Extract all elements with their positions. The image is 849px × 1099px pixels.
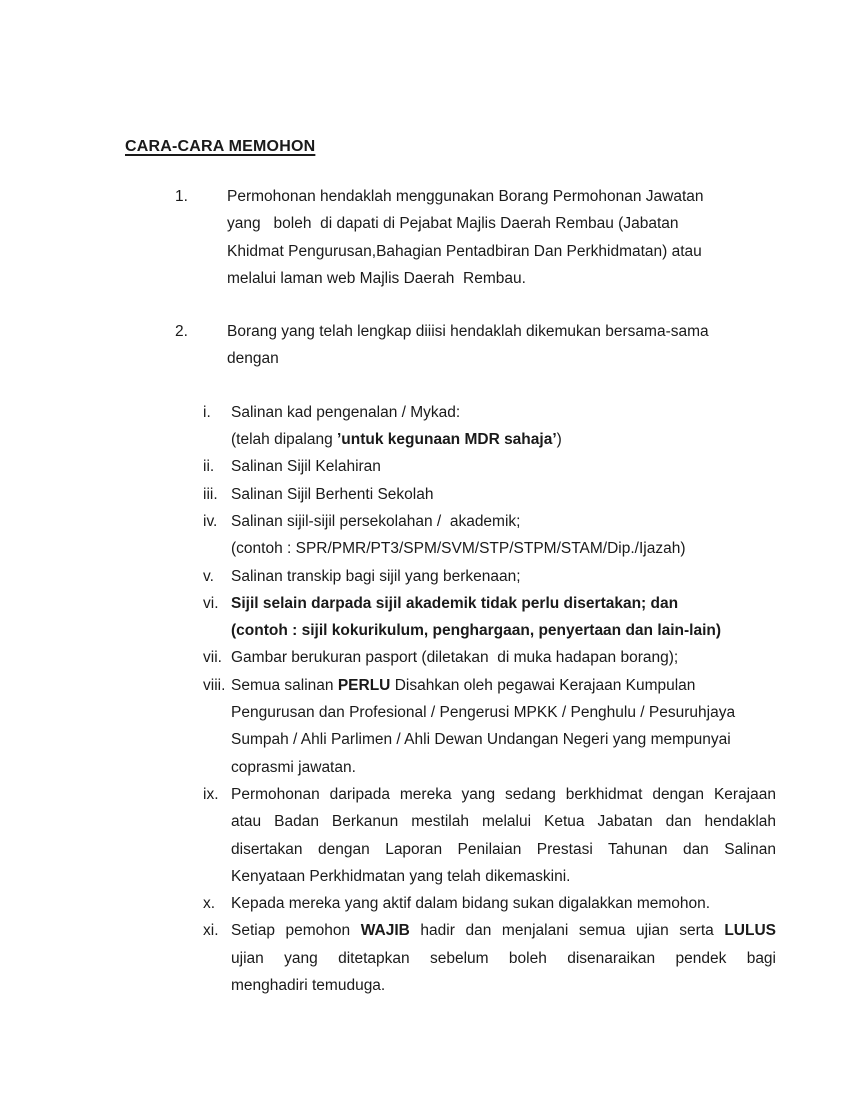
text-line bbox=[231, 563, 776, 590]
sub-list-item-text bbox=[231, 890, 776, 917]
list-item-text bbox=[227, 183, 742, 292]
text-segment: Salinan transkip bagi sijil yang berkenaan; bbox=[231, 567, 521, 585]
text-line bbox=[231, 781, 776, 808]
sub-list-item bbox=[203, 563, 849, 590]
sub-list-item bbox=[203, 481, 849, 508]
text-line bbox=[231, 754, 776, 781]
text-segment: Sumpah / Ahli Parlimen / Ahli Dewan Undangan Negeri yang mempunyai bbox=[231, 731, 731, 749]
text-line bbox=[231, 699, 776, 726]
bold-text-segment: PERLU bbox=[337, 676, 391, 694]
sub-list-numeral: iv. bbox=[203, 512, 218, 530]
text-line bbox=[231, 590, 776, 617]
sub-list-numeral: ix. bbox=[203, 785, 219, 803]
list-item-number: 1. bbox=[175, 188, 188, 205]
sub-list-item-text bbox=[231, 399, 776, 454]
sub-list-item-text bbox=[231, 563, 776, 590]
list-item bbox=[175, 183, 849, 292]
text-line bbox=[231, 399, 776, 426]
bold-text-segment: WAJIB bbox=[360, 922, 410, 940]
main-numbered-list bbox=[125, 183, 849, 373]
bold-text-segment: ’untuk kegunaan MDR sahaja’ bbox=[337, 431, 557, 449]
text-segment: Setiap pemohon bbox=[231, 922, 361, 940]
sub-list-item bbox=[203, 917, 849, 999]
text-segment: Pengurusan dan Profesional / Pengerusi MPKK / Penghulu / Pesuruhjaya bbox=[231, 704, 736, 722]
text-line bbox=[231, 481, 776, 508]
sub-list-item-text bbox=[231, 644, 776, 671]
text-line: Permohonan hendaklah menggunakan Borang Permohonan Jawatan bbox=[227, 188, 704, 205]
text-line bbox=[231, 644, 776, 671]
text-line bbox=[231, 508, 776, 535]
text-segment: Salinan kad pengenalan / Mykad: bbox=[231, 403, 461, 421]
text-segment: Disahkan oleh pegawai Kerajaan Kumpulan bbox=[390, 676, 696, 694]
bold-text-segment: Sijil selain darpada sijil akademik tidak perlu disertakan; dan bbox=[231, 594, 679, 612]
text-segment: Gambar berukuran pasport (diletakan di muka hadapan borang); bbox=[231, 649, 679, 667]
sub-list-item bbox=[203, 399, 849, 454]
sub-list-numeral: iii. bbox=[203, 485, 218, 503]
sub-list-item bbox=[203, 590, 849, 645]
text-line bbox=[231, 453, 776, 480]
sub-list-item bbox=[203, 453, 849, 480]
text-segment: atau Badan Berkanun mestilah melalui Ketua Jabatan dan hendaklah bbox=[231, 813, 776, 831]
text-line bbox=[231, 535, 776, 562]
bold-text-segment: (contoh : sijil kokurikulum, penghargaan, penyertaan dan lain-lain) bbox=[231, 622, 722, 640]
sub-list-item-text bbox=[231, 917, 776, 999]
text-line bbox=[231, 836, 776, 863]
text-line bbox=[231, 426, 776, 453]
sub-list-item bbox=[203, 890, 849, 917]
sub-list-numeral: i. bbox=[203, 403, 211, 421]
text-segment: menghadiri temuduga. bbox=[231, 977, 386, 995]
text-line bbox=[231, 972, 776, 999]
text-segment: disertakan dengan Laporan Penilaian Prestasi Tahunan dan Salinan bbox=[231, 840, 776, 858]
sub-list-numeral: v. bbox=[203, 567, 214, 585]
list-item-text bbox=[227, 318, 742, 373]
sub-list-numeral: xi. bbox=[203, 922, 219, 940]
sub-list-item bbox=[203, 508, 849, 563]
sub-list-numeral: viii. bbox=[203, 676, 226, 694]
text-segment: Kenyataan Perkhidmatan yang telah dikemaskini. bbox=[231, 867, 571, 885]
text-line: dengan bbox=[227, 350, 279, 368]
page-title: CARA-CARA MEMOHON bbox=[125, 138, 316, 155]
text-segment: (contoh : SPR/PMR/PT3/SPM/SVM/STP/STPM/STAM/Dip./Ijazah) bbox=[231, 540, 686, 558]
text-line bbox=[231, 945, 776, 972]
text-segment: hadir dan menjalani semua ujian serta bbox=[409, 922, 725, 940]
text-line: Khidmat Pengurusan,Bahagian Pentadbiran Dan Perkhidmatan) atau bbox=[227, 242, 702, 260]
sub-list-item bbox=[203, 644, 849, 671]
sub-list-numeral: vi. bbox=[203, 594, 219, 612]
sub-list-item bbox=[203, 781, 849, 890]
sub-list-item-text bbox=[231, 672, 776, 781]
text-line: Borang yang telah lengkap diiisi hendaklah dikemukan bersama-sama bbox=[227, 323, 709, 341]
text-segment: Semua salinan bbox=[231, 676, 338, 694]
text-segment: Salinan Sijil Berhenti Sekolah bbox=[231, 485, 434, 503]
roman-numeral-sub-list bbox=[125, 399, 849, 1000]
sub-list-numeral: vii. bbox=[203, 649, 222, 667]
sub-list-item-text bbox=[231, 508, 776, 563]
text-line bbox=[231, 617, 776, 644]
text-line bbox=[231, 672, 776, 699]
text-line bbox=[231, 726, 776, 753]
text-segment: Salinan Sijil Kelahiran bbox=[231, 458, 381, 476]
sub-list-item-text bbox=[231, 481, 776, 508]
text-line bbox=[231, 863, 776, 890]
text-segment: (telah dipalang bbox=[231, 431, 337, 449]
sub-list-item-text bbox=[231, 453, 776, 480]
text-line bbox=[231, 917, 776, 944]
text-line: yang boleh di dapati di Pejabat Majlis Daerah Rembau (Jabatan bbox=[227, 215, 679, 233]
bold-text-segment: LULUS bbox=[724, 922, 776, 940]
sub-list-item-text bbox=[231, 781, 776, 890]
sub-list-numeral: ii. bbox=[203, 458, 215, 476]
sub-list-item bbox=[203, 672, 849, 781]
text-segment: coprasmi jawatan. bbox=[231, 758, 356, 776]
text-segment: Permohonan daripada mereka yang sedang berkhidmat dengan Kerajaan bbox=[231, 785, 776, 803]
text-segment: ujian yang ditetapkan sebelum boleh disenaraikan pendek bagi bbox=[231, 949, 776, 967]
text-segment: ) bbox=[556, 431, 562, 449]
text-segment: Salinan sijil-sijil persekolahan / akademik; bbox=[231, 512, 521, 530]
text-segment: Kepada mereka yang aktif dalam bidang sukan digalakkan memohon. bbox=[231, 895, 711, 913]
list-item-number: 2. bbox=[175, 323, 188, 341]
sub-list-numeral: x. bbox=[203, 895, 216, 913]
text-line bbox=[231, 808, 776, 835]
text-line: melalui laman web Majlis Daerah Rembau. bbox=[227, 269, 526, 287]
list-item bbox=[175, 318, 849, 373]
text-line bbox=[231, 890, 776, 917]
sub-list-item-text bbox=[231, 590, 776, 645]
